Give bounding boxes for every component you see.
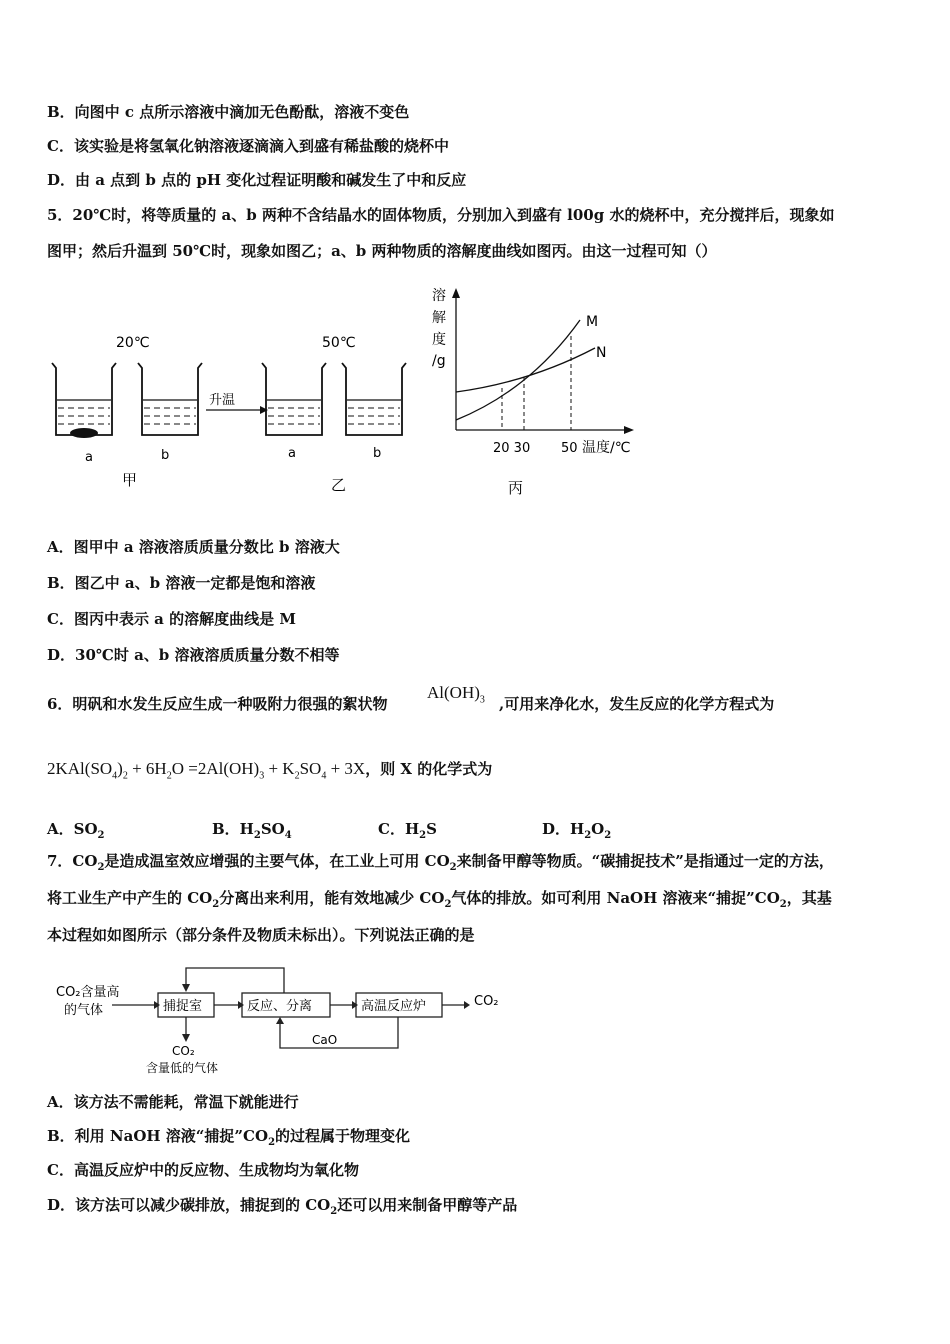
q6-formula: $Al(OH)_3$	[427, 683, 485, 706]
flow-box1-label: 捕捉室	[163, 999, 203, 1014]
tick-20-30: 20 30	[493, 441, 531, 456]
curve-m	[456, 320, 580, 420]
label-m: M	[586, 314, 599, 330]
ylabel-2: 解	[432, 310, 446, 326]
undissolved-solid-a	[70, 428, 98, 438]
label-bing: 丙	[508, 479, 524, 497]
ylabel-3: 度	[432, 332, 446, 348]
q4-option-c: C．该实验是将氢氧化钠溶液逐滴滴入到盛有稀盐酸的烧杯中	[47, 137, 449, 155]
q4-option-d: D．由 a 点到 b 点的 pH 变化过程证明酸和碱发生了中和反应	[47, 171, 467, 189]
q6-equation-tail: ，则 X 的化学式为	[365, 760, 493, 778]
chemical-equation: $2KAl(SO_4)_2 + 6H_2O =2Al(OH)_3 + K_2SO_4 + 3X$，则 X 的化学式为	[47, 759, 493, 782]
q7-option-c: C．高温反应炉中的反应物、生成物均为氧化物	[47, 1161, 359, 1179]
flow-cao: CaO	[312, 1033, 338, 1047]
q7-stem-line1: 7．$CO_2$是造成温室效应增强的主要气体，在工业上可用 $CO_2$来制备甲醇等物质。“碳捕捉技术”是指通过一定的方法，	[47, 852, 834, 873]
q6-stem-pre: 6．明矾和水发生反应生成一种吸附力很强的絮状物	[47, 695, 388, 713]
q5-stem-line2: 图甲；然后升温到 50℃时，现象如图乙；a、b 两种物质的溶解度曲线如图丙。由这一过程可知（）	[47, 242, 717, 260]
q7-stem-line2: 将工业生产中产生的 $CO_2$分离出来利用，能有效地减少 $CO_2$气体的排放。如可利用 NaOH 溶液来“捕捉$”CO_2$，其基	[47, 889, 832, 910]
q7-stem-line3: 本过程如如图所示（部分条件及物质未标出）。下列说法正确的是	[47, 926, 475, 944]
q5-figure	[40, 280, 650, 505]
q7-option-b: B．利用 NaOH 溶液“捕捉$”CO_2$的过程属于物理变化	[47, 1127, 411, 1148]
beaker-yi-a	[262, 363, 326, 435]
q6-option-c: C．$H_2S$	[378, 820, 437, 841]
flow-box3-label: 高温反应炉	[361, 999, 427, 1014]
q5-stem-line1: 5．20℃时，将等质量的 a、b 两种不含结晶水的固体物质，分别加入到盛有 l00g 水的烧杯中，充分搅拌后，现象如	[47, 206, 835, 224]
q5-option-d: D．30℃时 a、b 溶液溶质质量分数不相等	[47, 646, 340, 664]
q7-flow-diagram	[50, 962, 520, 1082]
flow-down-low-gas: 含量低的气体	[146, 1061, 219, 1075]
beaker-yi-b	[342, 363, 406, 435]
q5-option-a: A．图甲中 a 溶液溶质质量分数比 b 溶液大	[47, 538, 340, 556]
flow-input-line1: CO₂含量高	[56, 985, 120, 1000]
q6-option-a: A．$SO_2$	[47, 820, 105, 841]
label-jia: 甲	[122, 471, 138, 489]
q5-option-c: C．图丙中表示 a 的溶解度曲线是 M	[47, 610, 296, 628]
label-a-yi: a	[288, 446, 296, 461]
q4-option-b: B．向图中 c 点所示溶液中滴加无色酚酞，溶液不变色	[47, 103, 410, 121]
ylabel-1: 溶	[432, 288, 446, 304]
solubility-graph	[452, 288, 634, 434]
label-a-jia: a	[85, 450, 93, 465]
label-b-jia: b	[161, 448, 170, 463]
beaker-jia-a	[52, 363, 116, 438]
label-b-yi: b	[373, 446, 382, 461]
flow-output-co2: CO₂	[474, 994, 499, 1009]
curve-n	[456, 348, 595, 392]
xlabel: 温度/℃	[582, 440, 631, 456]
flow-box2-label: 反应、分离	[247, 999, 313, 1014]
q7-option-d: D．该方法可以减少碳排放，捕捉到的 $CO_2$还可以用来制备甲醇等产品	[47, 1196, 518, 1217]
flow-input-line2: 的气体	[64, 1003, 104, 1018]
tick-50: 50	[561, 441, 578, 456]
q7-option-a: A．该方法不需能耗，常温下就能进行	[47, 1093, 299, 1111]
label-heating: 升温	[209, 393, 236, 408]
label-yi: 乙	[331, 476, 347, 494]
label-50c: 50℃	[322, 335, 356, 351]
beaker-jia-b	[138, 363, 202, 435]
flow-down-co2: CO₂	[172, 1044, 195, 1058]
label-n: N	[596, 345, 607, 361]
q6-option-d: D．$H_2O_2$	[542, 820, 612, 841]
q6-option-b: B．$H_2SO_4$	[212, 820, 292, 841]
q5-option-b: B．图乙中 a、b 溶液一定都是饱和溶液	[47, 574, 316, 592]
ylabel-4: /g	[432, 353, 446, 369]
label-20c: 20℃	[116, 335, 150, 351]
q6-stem-post: ,可用来净化水，发生反应的化学方程式为	[499, 695, 775, 713]
